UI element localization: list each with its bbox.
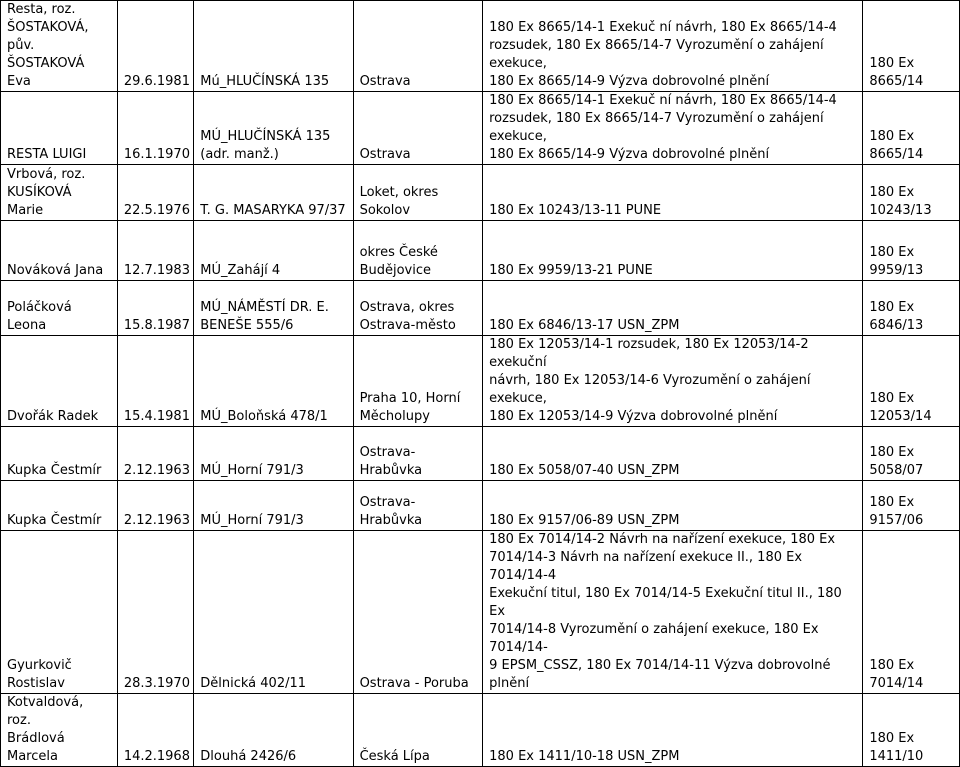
city-cell: Ostrava-Hrabůvka [353,427,483,481]
address-cell: Dělnická 402/11 [194,531,353,694]
person-name-cell: Kupka Čestmír [1,427,118,481]
description-cell: 180 Ex 10243/13-11 PUNE [483,165,863,221]
person-name-cell: Vrbová, roz. KUSÍKOVÁ Marie [1,165,118,221]
birth-date-cell: 2.12.1963 [117,427,193,481]
city-cell: Loket, okres Sokolov [353,165,483,221]
city-cell: Ostrava [353,1,483,92]
case-reference-cell: 180 Ex 9157/06 [863,481,960,531]
table-row [1,1,960,92]
case-reference-cell: 180 Ex 8665/14 [863,1,960,92]
person-name-cell: Nováková Jana [1,221,118,281]
birth-date-cell: 15.8.1987 [117,281,193,336]
address-cell: MÚ_NÁMĚSTÍ DR. E. BENEŠE 555/6 [194,281,353,336]
table-row [1,694,960,767]
table-row [1,427,960,481]
table-row [1,481,960,531]
person-name-cell: Dvořák Radek [1,336,118,427]
city-cell: Ostrava, okres Ostrava-město [353,281,483,336]
description-cell: 180 Ex 6846/13-17 USN_ZPM [483,281,863,336]
person-name-cell: Poláčková Leona [1,281,118,336]
table-row [1,336,960,427]
case-reference-cell: 180 Ex 8665/14 [863,92,960,165]
case-reference-cell: 180 Ex 10243/13 [863,165,960,221]
birth-date-cell: 29.6.1981 [117,1,193,92]
address-cell: Mú_HLUČÍNSKÁ 135 [194,1,353,92]
person-name-cell: RESTA LUIGI [1,92,118,165]
address-cell: MÚ_Horní 791/3 [194,481,353,531]
case-reference-cell: 180 Ex 12053/14 [863,336,960,427]
description-cell: 180 Ex 12053/14-1 rozsudek, 180 Ex 12053/14-2 exekuční návrh, 180 Ex 12053/14-6 Vyrozumění o zahájení exekuce, 180 Ex 12053/14-9 Výzva dobrovolné plnění [483,336,863,427]
table-row [1,281,960,336]
address-cell: MÚ_HLUČÍNSKÁ 135 (adr. manž.) [194,92,353,165]
city-cell: Praha 10, Horní Měcholupy [353,336,483,427]
city-cell: Ostrava [353,92,483,165]
table-row [1,165,960,221]
description-cell: 180 Ex 8665/14-1 Exekuč ní návrh, 180 Ex 8665/14-4 rozsudek, 180 Ex 8665/14-7 Vyrozumění o zahájení exekuce, 180 Ex 8665/14-9 Výzva dobrovolné plnění [483,1,863,92]
person-name-cell: Gyurkovič Rostislav [1,531,118,694]
case-reference-cell: 180 Ex 1411/10 [863,694,960,767]
table-row [1,92,960,165]
table-row [1,531,960,694]
birth-date-cell: 14.2.1968 [117,694,193,767]
address-cell: MÚ_Zahájí 4 [194,221,353,281]
person-name-cell: Resta, roz. ŠOSTAKOVÁ, pův. ŠOSTAKOVÁ Eva [1,1,118,92]
city-cell: Česká Lípa [353,694,483,767]
birth-date-cell: 12.7.1983 [117,221,193,281]
person-name-cell: Kupka Čestmír [1,481,118,531]
city-cell: Ostrava-Hrabůvka [353,481,483,531]
address-cell: MÚ_Boloňská 478/1 [194,336,353,427]
birth-date-cell: 22.5.1976 [117,165,193,221]
case-reference-cell: 180 Ex 7014/14 [863,531,960,694]
table-row [1,221,960,281]
description-cell: 180 Ex 9157/06-89 USN_ZPM [483,481,863,531]
description-cell: 180 Ex 9959/13-21 PUNE [483,221,863,281]
birth-date-cell: 2.12.1963 [117,481,193,531]
address-cell: T. G. MASARYKA 97/37 [194,165,353,221]
city-cell: Ostrava - Poruba [353,531,483,694]
birth-date-cell: 28.3.1970 [117,531,193,694]
person-name-cell: Kotvaldová, roz. Brádlová Marcela [1,694,118,767]
case-reference-cell: 180 Ex 5058/07 [863,427,960,481]
description-cell: 180 Ex 7014/14-2 Návrh na nařízení exekuce, 180 Ex 7014/14-3 Návrh na nařízení exekuce II., 180 Ex 7014/14-4 Exekuční titul, 180 Ex 7014/14-5 Exekuční titul II., 180 Ex 7014/14-8 Vyrozumění o zahájení exekuce, 180 Ex 7014/14- 9 EPSM_CSSZ, 180 Ex 7014/14-11 Výzva dobrovolné plnění [483,531,863,694]
case-reference-cell: 180 Ex 9959/13 [863,221,960,281]
city-cell: okres České Budějovice [353,221,483,281]
case-reference-cell: 180 Ex 6846/13 [863,281,960,336]
description-cell: 180 Ex 8665/14-1 Exekuč ní návrh, 180 Ex 8665/14-4 rozsudek, 180 Ex 8665/14-7 Vyrozumění o zahájení exekuce, 180 Ex 8665/14-9 Výzva dobrovolné plnění [483,92,863,165]
address-cell: Dlouhá 2426/6 [194,694,353,767]
birth-date-cell: 16.1.1970 [117,92,193,165]
description-cell: 180 Ex 1411/10-18 USN_ZPM [483,694,863,767]
address-cell: MÚ_Horní 791/3 [194,427,353,481]
birth-date-cell: 15.4.1981 [117,336,193,427]
description-cell: 180 Ex 5058/07-40 USN_ZPM [483,427,863,481]
